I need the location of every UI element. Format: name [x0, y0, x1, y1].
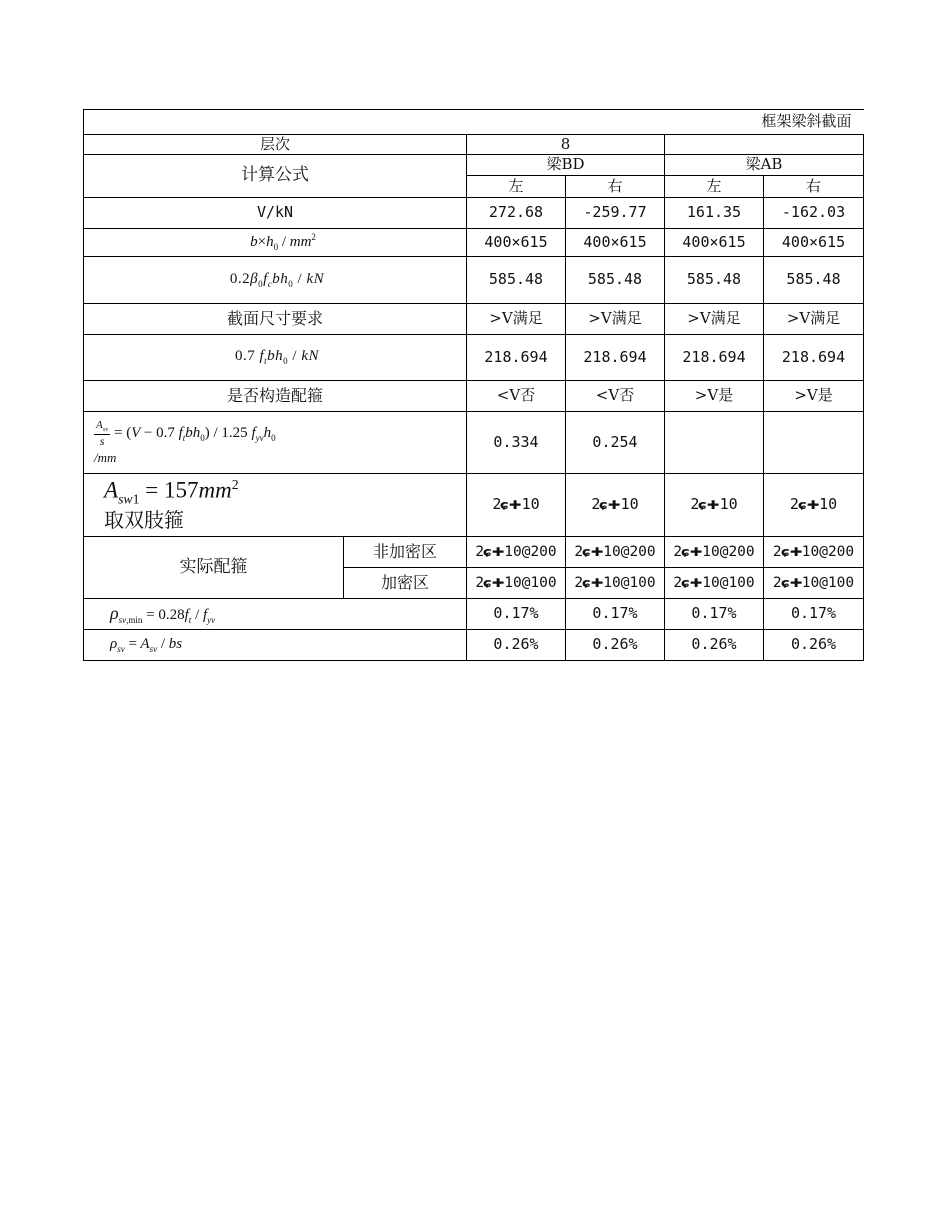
ft-bd-left: 218.694: [467, 335, 566, 381]
bh-label: $b\times h_0 / mm^2$: [84, 229, 467, 257]
layer-label: 层次: [84, 135, 467, 155]
v-bd-right: -259.77: [566, 198, 665, 229]
asw-bd-right: 2ɕ✚10: [566, 474, 665, 537]
constructive-bd-right: <V否: [566, 381, 665, 412]
asw-note: 取双肢箍: [104, 509, 184, 532]
hrb-rebar-icon: ɕ✚: [500, 498, 522, 513]
dense-ab-right: 2ɕ✚10@100: [764, 568, 864, 599]
hrb-rebar-icon: ɕ✚: [780, 544, 802, 559]
rho-sv-bd-right: 0.26%: [566, 630, 665, 661]
layer-value-blank: [665, 135, 864, 155]
bh-ab-right: 400×615: [764, 229, 864, 257]
section-req-ab-right: >V满足: [764, 304, 864, 335]
rho-min-ab-right: 0.17%: [764, 599, 864, 630]
ft-bd-right: 218.694: [566, 335, 665, 381]
actual-label: 实际配箍: [84, 537, 344, 599]
bd-right-header: 右: [566, 176, 665, 198]
constructive-ab-left: >V是: [665, 381, 764, 412]
beta-label: $0.2\beta_0f_cbh_0$ / kN: [84, 257, 467, 304]
non-dense-ab-right: 2ɕ✚10@200: [764, 537, 864, 568]
beta-bd-right: 585.48: [566, 257, 665, 304]
rho-sv-label: $\rho_{sv} = A_{sv}$ / bs: [84, 630, 467, 661]
bh-bd-right: 400×615: [566, 229, 665, 257]
rho-min-label: $\rho_{sv,min} = 0.28f_t / f_{yv}$: [84, 599, 467, 630]
section-req-label: 截面尺寸要求: [84, 304, 467, 335]
rho-sv-ab-left: 0.26%: [665, 630, 764, 661]
asw-bd-left: 2ɕ✚10: [467, 474, 566, 537]
asv-unit: /mm: [94, 449, 117, 465]
asw-ab-right: 2ɕ✚10: [764, 474, 864, 537]
rho-sv-bd-left: 0.26%: [467, 630, 566, 661]
constructive-ab-right: >V是: [764, 381, 864, 412]
v-bd-left: 272.68: [467, 198, 566, 229]
asv-bd-right: 0.254: [566, 412, 665, 474]
formula-label: 计算公式: [84, 155, 467, 198]
constructive-bd-left: <V否: [467, 381, 566, 412]
dense-label: 加密区: [344, 568, 467, 599]
rho-min-bd-left: 0.17%: [467, 599, 566, 630]
beam-bd-header: 梁BD: [467, 155, 665, 176]
non-dense-label: 非加密区: [344, 537, 467, 568]
beta-ab-left: 585.48: [665, 257, 764, 304]
hrb-rebar-icon: ɕ✚: [581, 575, 604, 590]
hrb-rebar-icon: ɕ✚: [482, 544, 505, 559]
constructive-label: 是否构造配箍: [84, 381, 467, 412]
non-dense-bd-left: 2ɕ✚10@200: [467, 537, 566, 568]
section-req-bd-right: >V满足: [566, 304, 665, 335]
asv-label: $\frac{A_{sv}}{s}$ = (V − 0.7 $f_tbh_0) / 1.25$ $f_{yv}h_0$ /mm: [84, 412, 467, 474]
dense-bd-right: 2ɕ✚10@100: [566, 568, 665, 599]
layer-value: 8: [467, 135, 665, 155]
hrb-rebar-icon: ɕ✚: [482, 575, 505, 590]
dense-ab-left: 2ɕ✚10@100: [665, 568, 764, 599]
asw-label: $A_{sw1} = 157mm^2$ 取双肢箍: [84, 474, 467, 537]
asv-ab-right: [764, 412, 864, 474]
table-title: 框架梁斜截面: [761, 113, 852, 131]
rho-min-bd-right: 0.17%: [566, 599, 665, 630]
non-dense-ab-left: 2ɕ✚10@200: [665, 537, 764, 568]
beam-ab-header: 梁AB: [665, 155, 864, 176]
bh-ab-left: 400×615: [665, 229, 764, 257]
stirrup-calc-table: [83, 109, 864, 661]
ft-ab-left: 218.694: [665, 335, 764, 381]
dense-bd-left: 2ɕ✚10@100: [467, 568, 566, 599]
hrb-rebar-icon: ɕ✚: [680, 544, 703, 559]
section-req-ab-left: >V满足: [665, 304, 764, 335]
table-title-cell: [84, 110, 864, 135]
hrb-rebar-icon: ɕ✚: [797, 498, 820, 513]
rho-min-ab-left: 0.17%: [665, 599, 764, 630]
beta-bd-left: 585.48: [467, 257, 566, 304]
ab-left-header: 左: [665, 176, 764, 198]
non-dense-bd-right: 2ɕ✚10@200: [566, 537, 665, 568]
hrb-rebar-icon: ɕ✚: [780, 575, 802, 590]
asw-ab-left: 2ɕ✚10: [665, 474, 764, 537]
bd-left-header: 左: [467, 176, 566, 198]
asv-ab-left: [665, 412, 764, 474]
hrb-rebar-icon: ɕ✚: [599, 498, 621, 513]
v-label: V/kN: [84, 198, 467, 229]
bh-bd-left: 400×615: [467, 229, 566, 257]
v-ab-left: 161.35: [665, 198, 764, 229]
hrb-rebar-icon: ɕ✚: [680, 575, 703, 590]
rho-sv-ab-right: 0.26%: [764, 630, 864, 661]
hrb-rebar-icon: ɕ✚: [581, 544, 604, 559]
ft-label: 0.7 $f_tbh_0$ / kN: [84, 335, 467, 381]
hrb-rebar-icon: ɕ✚: [698, 498, 720, 513]
ft-ab-right: 218.694: [764, 335, 864, 381]
asv-bd-left: 0.334: [467, 412, 566, 474]
ab-right-header: 右: [764, 176, 864, 198]
section-req-bd-left: >V满足: [467, 304, 566, 335]
v-ab-right: -162.03: [764, 198, 864, 229]
beta-ab-right: 585.48: [764, 257, 864, 304]
